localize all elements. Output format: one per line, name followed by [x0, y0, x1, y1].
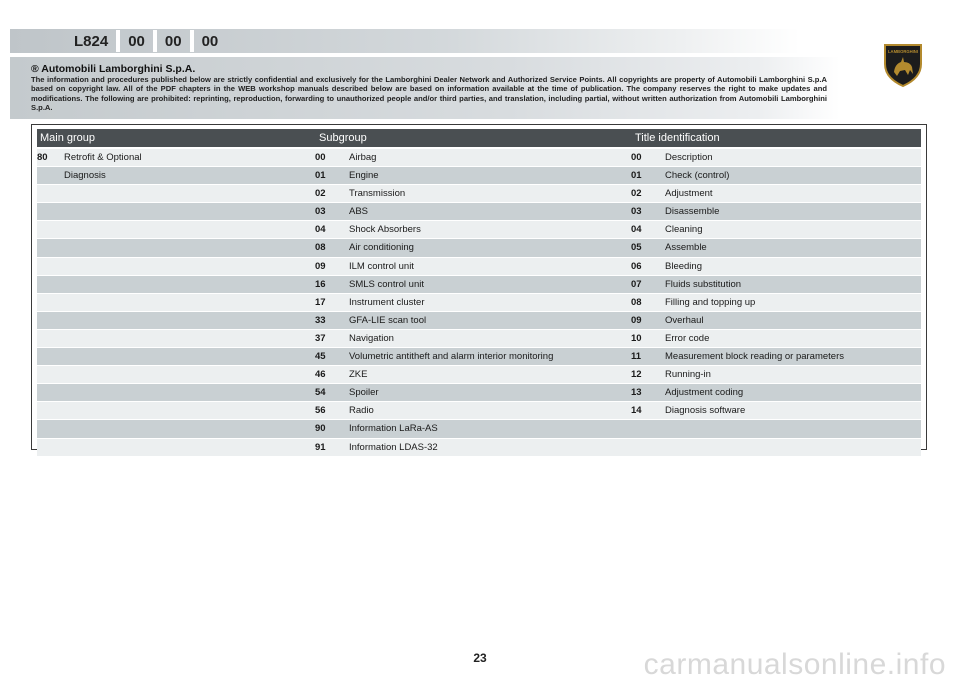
title-label: Diagnosis software — [665, 405, 746, 417]
subgroup-number: 91 — [315, 441, 326, 453]
title-label: Description — [665, 152, 713, 163]
code-separator — [190, 30, 194, 52]
title-label: Assemble — [665, 242, 707, 254]
table-row — [37, 149, 921, 166]
subgroup-label: Spoiler — [349, 387, 379, 399]
subgroup-number: 90 — [315, 423, 326, 435]
subgroup-number: 00 — [315, 152, 326, 163]
subgroup-label: ILM control unit — [349, 260, 414, 272]
table-row — [37, 258, 921, 275]
subgroup-label: Navigation — [349, 332, 394, 344]
lamborghini-bull-shield-icon — [883, 42, 923, 88]
main-group-number: 80 — [37, 152, 48, 163]
subgroup-label: Transmission — [349, 188, 406, 200]
title-label: Adjustment coding — [665, 387, 744, 399]
main-group-label: Retrofit & Optional — [64, 152, 142, 163]
subgroup-number: 45 — [315, 351, 326, 363]
subgroup-number: 46 — [315, 369, 326, 381]
subgroup-label: Radio — [349, 405, 374, 417]
subgroup-number: 37 — [315, 332, 326, 344]
subgroup-label: SMLS control unit — [349, 278, 424, 290]
subgroup-number: 54 — [315, 387, 326, 399]
table-row — [37, 185, 921, 202]
title-label: Disassemble — [665, 206, 720, 218]
subgroup-number: 02 — [315, 188, 326, 200]
main-group-label: Diagnosis — [64, 170, 106, 182]
document-code — [68, 29, 224, 53]
copyright-notice — [31, 63, 827, 112]
title-label: Adjustment — [665, 188, 713, 200]
title-number: 09 — [631, 314, 642, 326]
index-table — [31, 124, 927, 453]
title-label: Filling and topping up — [665, 296, 756, 308]
title-number: 05 — [631, 242, 642, 254]
code-separator — [116, 30, 120, 52]
subgroup-label: ABS — [349, 206, 369, 218]
subgroup-label: Engine — [349, 170, 379, 182]
table-row — [37, 402, 921, 419]
subgroup-number: 09 — [315, 260, 326, 272]
title-number: 01 — [631, 170, 642, 182]
title-label: Check (control) — [665, 170, 730, 182]
title-label: Running-in — [665, 369, 711, 381]
table-row — [37, 384, 921, 401]
title-label: Measurement block reading or parameters — [665, 351, 845, 363]
code-separator — [153, 30, 157, 52]
subgroup-number: 08 — [315, 242, 326, 254]
title-number: 13 — [631, 387, 642, 399]
title-number: 03 — [631, 206, 642, 218]
subgroup-code: 00 — [164, 32, 182, 50]
subgroup-number: 01 — [315, 170, 326, 182]
title-number: 02 — [631, 188, 642, 200]
title-number: 14 — [631, 405, 642, 417]
subgroup-label: ZKE — [349, 369, 368, 381]
subgroup-label: Instrument cluster — [349, 296, 425, 308]
title-number: 11 — [631, 351, 642, 363]
subgroup-label: Information LaRa-AS — [349, 423, 438, 435]
subgroup-label: Volumetric antitheft and alarm interior monitoring — [349, 351, 554, 363]
copyright-body: The information and procedures published below are strictly confidential and exclusively for the Lamborghini Dealer Network and Authorized Service Points. All copyrights are property of Automobili Lamborghini S.p.A based on copyright law. All of the PDF chapters in the WEB workshop manuals described below are based on information available at the time of publication. The company reserves the right to make updates and modifications. The following are prohibited: reprinting, reproduction, forwarding to unauthorized people and/or third parties, and translation, including partial, without written authorization from Automobili Lamborghini S.p.A. — [31, 75, 827, 112]
table-body — [37, 149, 921, 457]
title-label: Error code — [665, 332, 710, 344]
header-subgroup: Subgroup — [319, 132, 367, 144]
table-header — [37, 129, 921, 147]
subgroup-label: Information LDAS-32 — [349, 441, 438, 453]
table-row — [37, 167, 921, 184]
header-title-identification: Title identification — [635, 132, 720, 144]
subgroup-number: 16 — [315, 278, 326, 290]
table-row — [37, 366, 921, 383]
title-label: Fluids substitution — [665, 278, 742, 290]
subgroup-label: Airbag — [349, 152, 377, 163]
title-number: 08 — [631, 296, 642, 308]
table-row — [37, 312, 921, 329]
title-label: Overhaul — [665, 314, 704, 326]
title-number: 07 — [631, 278, 642, 290]
subgroup-number: 17 — [315, 296, 326, 308]
group-code: 00 — [128, 32, 145, 50]
subgroup-label: Air conditioning — [349, 242, 414, 254]
copyright-title: ® Automobili Lamborghini S.p.A. — [31, 63, 196, 75]
title-code: 00 — [201, 32, 219, 50]
title-label: Cleaning — [665, 224, 703, 236]
title-number: 00 — [631, 152, 642, 163]
table-row — [37, 420, 921, 437]
watermark: carmanualsonline.info — [643, 648, 946, 681]
subgroup-label: Shock Absorbers — [349, 224, 421, 236]
table-row — [37, 276, 921, 293]
table-row — [37, 221, 921, 238]
title-label: Bleeding — [665, 260, 702, 272]
title-number: 04 — [631, 224, 642, 236]
table-row — [37, 294, 921, 311]
subgroup-number: 04 — [315, 224, 326, 236]
table-row — [37, 203, 921, 220]
subgroup-number: 56 — [315, 405, 326, 417]
table-row — [37, 348, 921, 365]
title-number: 06 — [631, 260, 642, 272]
table-row — [37, 439, 921, 456]
title-number: 10 — [631, 332, 642, 344]
subgroup-label: GFA-LIE scan tool — [349, 314, 427, 326]
title-number: 12 — [631, 369, 642, 381]
page-number: 23 — [473, 651, 487, 665]
model-code: L824 — [74, 32, 109, 50]
subgroup-number: 03 — [315, 206, 326, 218]
subgroup-number: 33 — [315, 314, 326, 326]
table-row — [37, 330, 921, 347]
svg-text:LAMBORGHINI: LAMBORGHINI — [887, 49, 919, 54]
header-main-group: Main group — [40, 132, 96, 144]
table-row — [37, 239, 921, 256]
